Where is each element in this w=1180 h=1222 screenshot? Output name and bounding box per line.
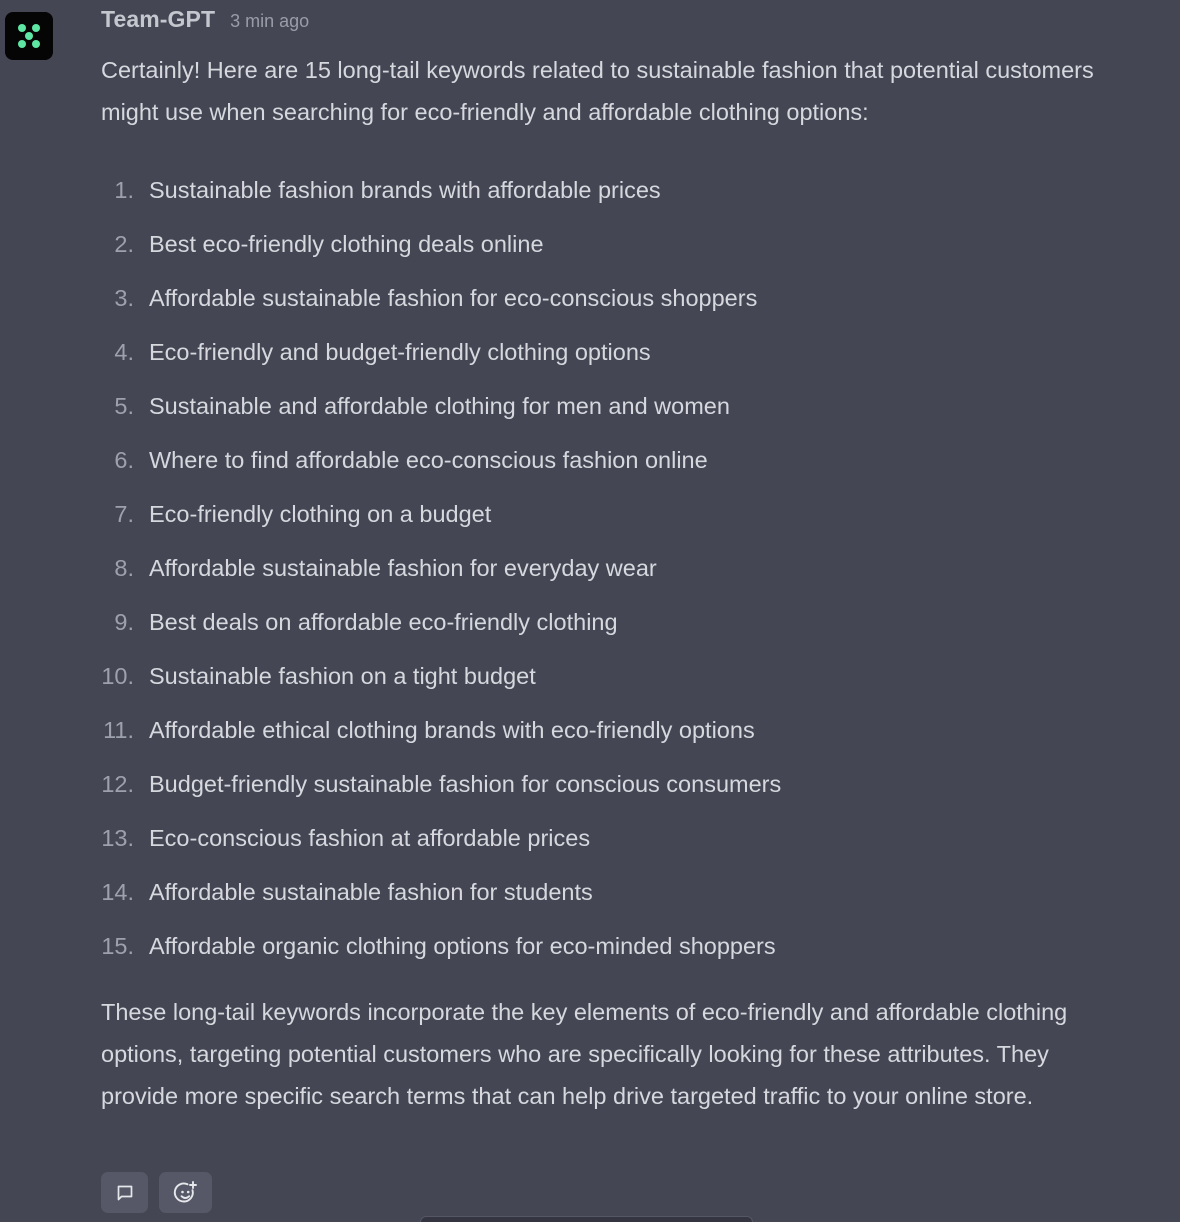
list-number: 13.	[101, 825, 134, 851]
list-item	[101, 379, 1101, 433]
keyword-list	[101, 163, 1101, 973]
list-number: 2.	[114, 231, 134, 257]
list-number: 1.	[114, 177, 134, 203]
list-item-text: Affordable sustainable fashion for students	[149, 879, 593, 905]
list-item	[101, 163, 1101, 217]
list-item-text: Eco-friendly clothing on a budget	[149, 501, 492, 527]
author-name: Team-GPT	[101, 6, 216, 32]
list-item-text: Best eco-friendly clothing deals online	[149, 231, 544, 257]
list-number: 6.	[114, 447, 134, 473]
message-actions	[101, 1172, 212, 1213]
list-item	[101, 217, 1101, 271]
list-number: 3.	[114, 285, 134, 311]
list-number: 8.	[114, 555, 134, 581]
list-item	[101, 919, 1101, 973]
list-item-text: Eco-conscious fashion at affordable prices	[149, 825, 591, 851]
list-item-text: Affordable ethical clothing brands with eco-friendly options	[149, 717, 755, 743]
list-item-text: Budget-friendly sustainable fashion for conscious consumers	[149, 771, 782, 797]
add-reaction-button[interactable]	[159, 1172, 212, 1213]
list-item-text: Eco-friendly and budget-friendly clothing options	[149, 339, 651, 365]
list-number: 9.	[114, 609, 134, 635]
list-item-text: Affordable organic clothing options for eco-minded shoppers	[149, 933, 776, 959]
list-number: 10.	[101, 663, 134, 689]
list-item-text: Best deals on affordable eco-friendly clothing	[149, 609, 618, 635]
list-item	[101, 487, 1101, 541]
comment-button[interactable]	[101, 1172, 148, 1213]
list-item	[101, 325, 1101, 379]
intro-paragraph: Certainly! Here are 15 long-tail keywords related to sustainable fashion that potential customers might use when searching for eco-friendly and affordable clothing options:	[101, 57, 1094, 125]
list-number: 14.	[101, 879, 134, 905]
message-timestamp: 3 min ago	[230, 11, 310, 31]
list-item-text: Where to find affordable eco-conscious fashion online	[149, 447, 708, 473]
message-header	[101, 6, 309, 40]
list-item	[101, 649, 1101, 703]
list-item	[101, 865, 1101, 919]
list-item-text: Sustainable and affordable clothing for men and women	[149, 393, 730, 419]
avatar	[5, 12, 53, 60]
comment-icon	[115, 1183, 135, 1203]
list-item	[101, 433, 1101, 487]
smiley-plus-icon	[172, 1179, 200, 1207]
list-item	[101, 703, 1101, 757]
list-number: 5.	[114, 393, 134, 419]
list-item-text: Affordable sustainable fashion for everyday wear	[149, 555, 657, 581]
list-item-text: Sustainable fashion brands with affordable prices	[149, 177, 661, 203]
message-content	[101, 49, 1101, 1117]
list-item	[101, 541, 1101, 595]
list-item	[101, 757, 1101, 811]
list-item-text: Sustainable fashion on a tight budget	[149, 663, 536, 689]
list-item-text: Affordable sustainable fashion for eco-conscious shoppers	[149, 285, 758, 311]
list-number: 4.	[114, 339, 134, 365]
list-number: 12.	[101, 771, 134, 797]
list-item	[101, 595, 1101, 649]
list-number: 7.	[114, 501, 134, 527]
outro-paragraph: These long-tail keywords incorporate the key elements of eco-friendly and affordable clothing options, targeting potential customers who are specifically looking for these attributes. They provide more specific search terms that can help drive targeted traffic to your online store.	[101, 999, 1068, 1109]
composer-edge	[420, 1216, 753, 1222]
list-number: 11.	[103, 717, 134, 743]
list-item	[101, 271, 1101, 325]
list-number: 15.	[101, 933, 134, 959]
list-item	[101, 811, 1101, 865]
